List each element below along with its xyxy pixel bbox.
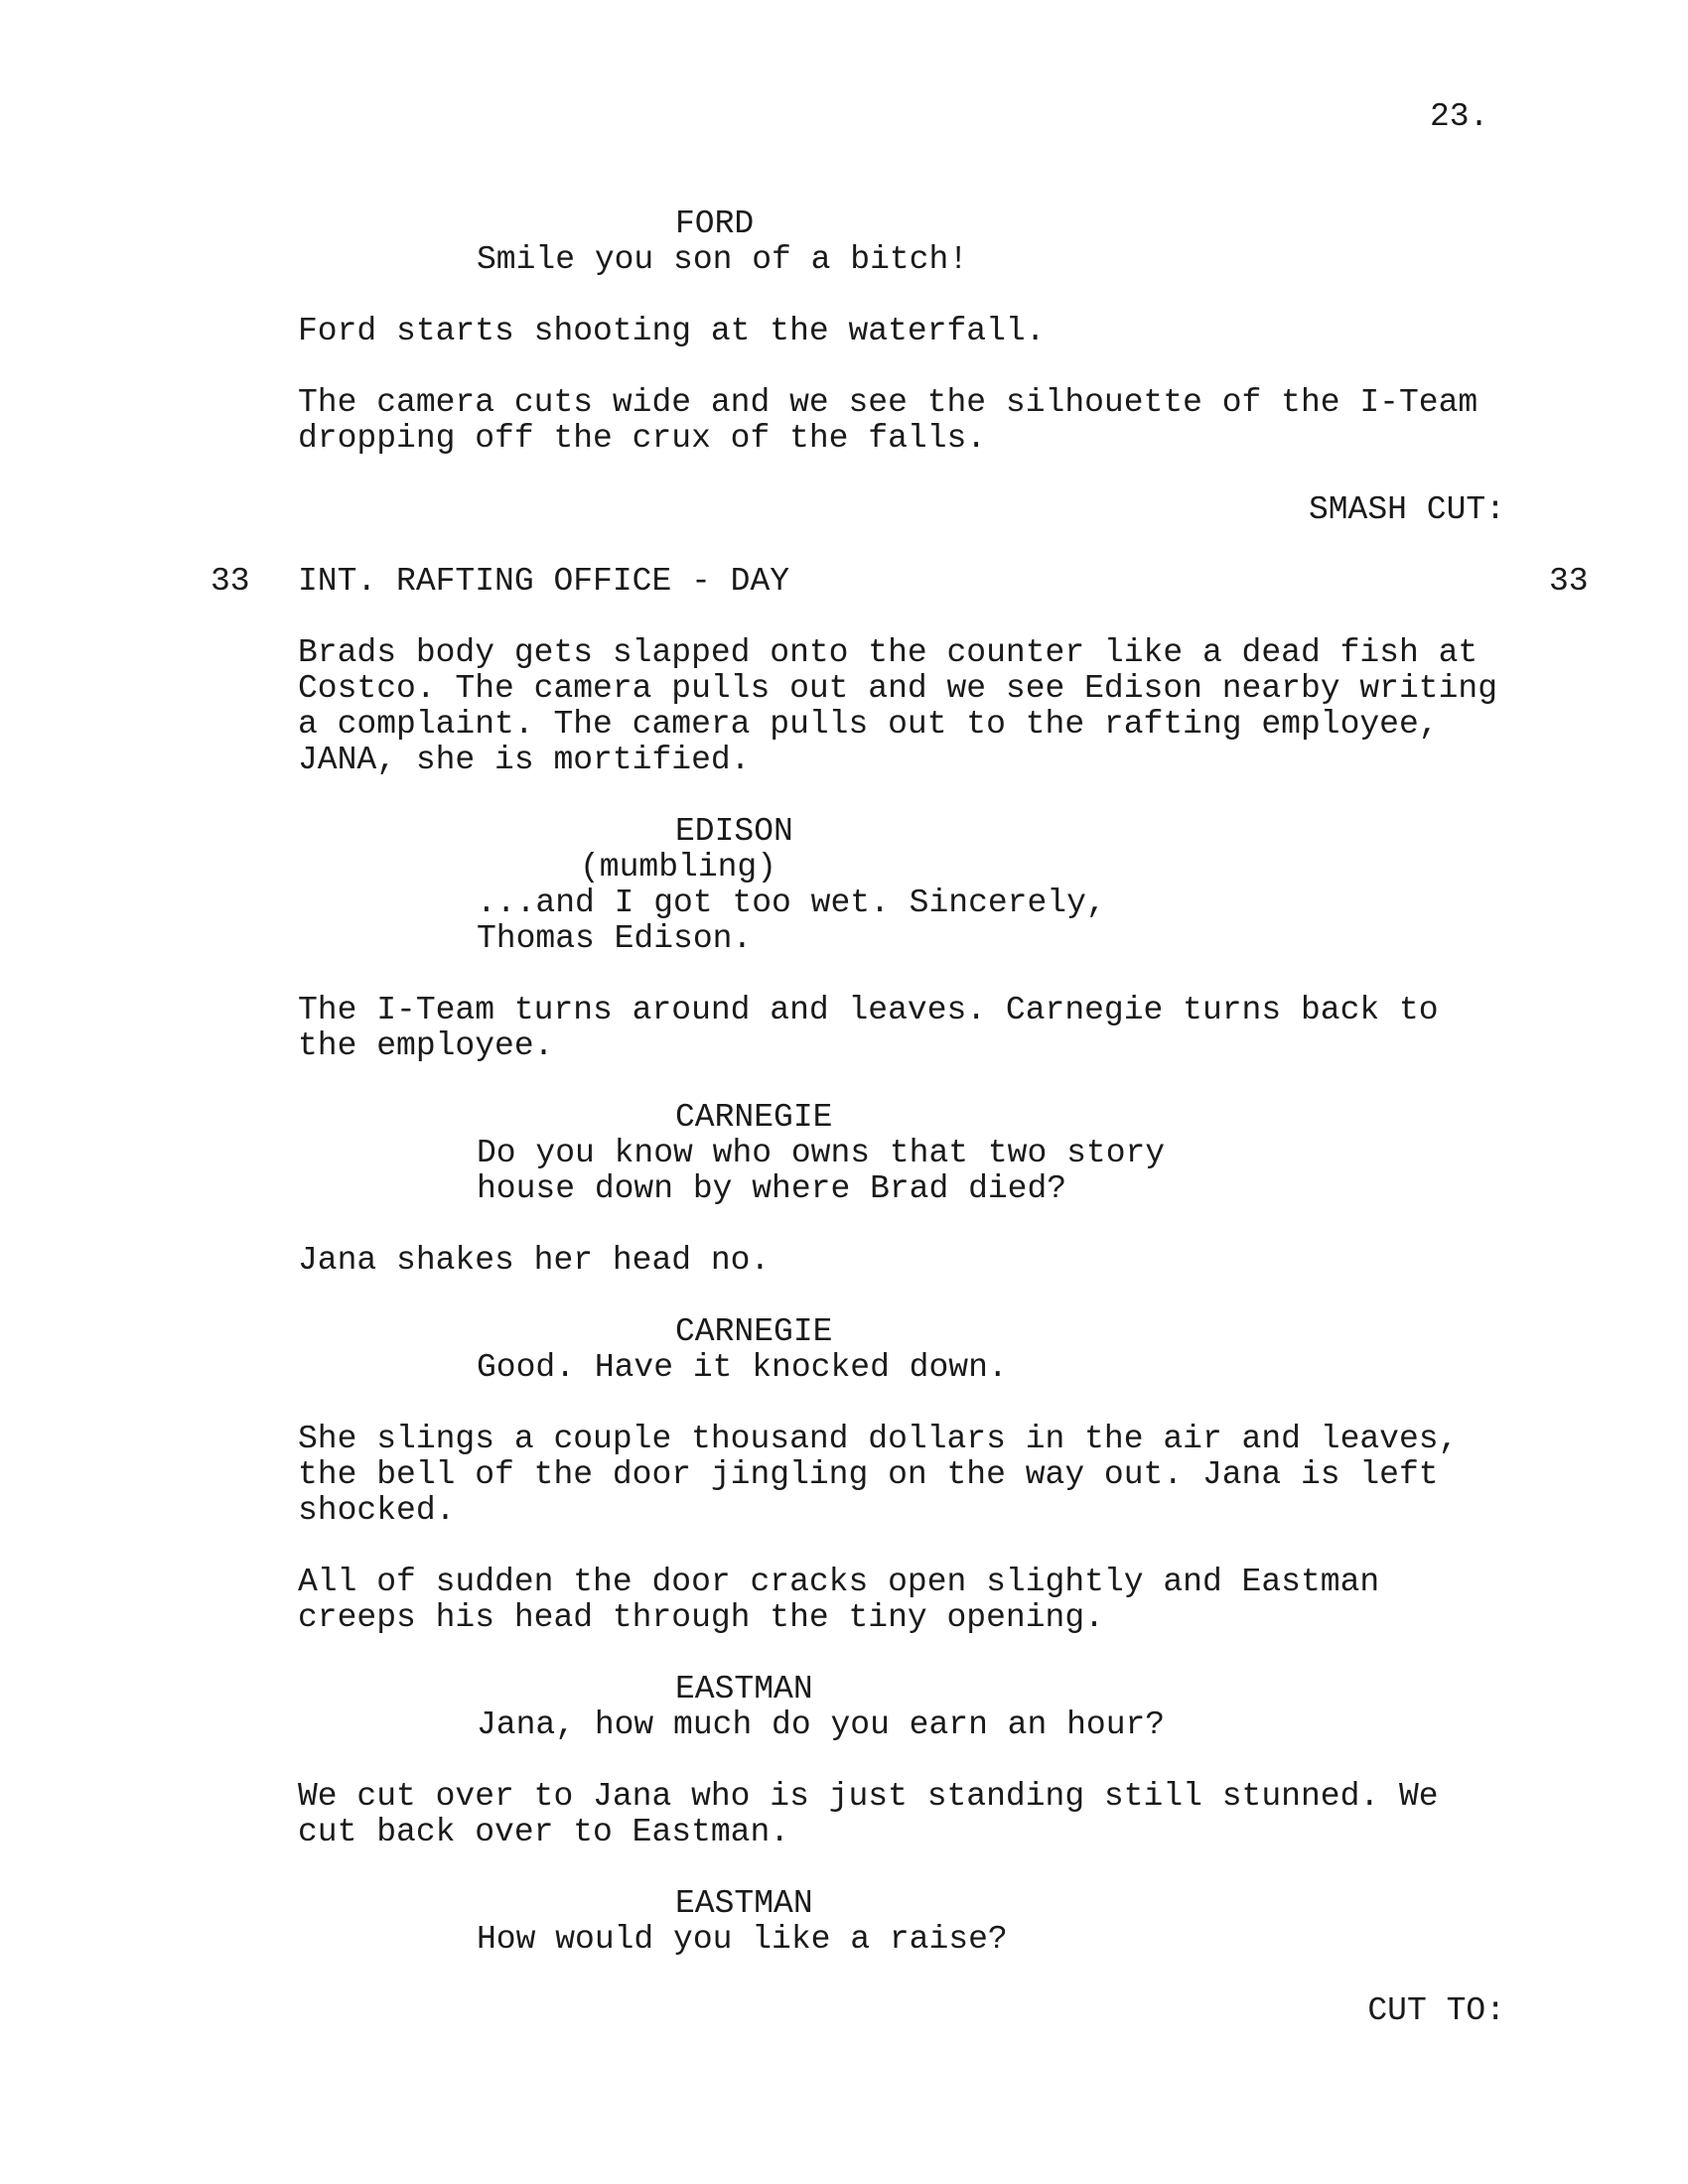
dialogue-line: Do you know who owns that two story (477, 1135, 1166, 1171)
action-line: Costco. The camera pulls out and we see Edison nearby writing (298, 670, 1497, 707)
action-line: We cut over to Jana who is just standing still stunned. We (298, 1778, 1439, 1815)
action-line: Ford starts shooting at the waterfall. (298, 313, 1046, 349)
character-name: FORD (675, 205, 755, 242)
dialogue-line: Thomas Edison. (477, 920, 753, 957)
action-line: dropping off the crux of the falls. (298, 420, 987, 457)
transition: CUT TO: (1367, 1992, 1505, 2029)
scene-number-left: 33 (211, 563, 250, 600)
transition: SMASH CUT: (1308, 491, 1505, 528)
dialogue-line: Good. Have it knocked down. (477, 1349, 1008, 1386)
page-number: 23. (1430, 98, 1489, 135)
dialogue-line: Smile you son of a bitch! (477, 241, 969, 278)
action-line: Jana shakes her head no. (298, 1242, 771, 1279)
action-line: a complaint. The camera pulls out to the rafting employee, (298, 706, 1439, 743)
parenthetical: (mumbling) (580, 849, 777, 886)
action-line: the bell of the door jingling on the way out. Jana is left (298, 1456, 1439, 1493)
scene-heading: INT. RAFTING OFFICE - DAY (298, 563, 790, 600)
action-line: All of sudden the door cracks open slightly and Eastman (298, 1564, 1380, 1600)
character-name: EASTMAN (675, 1671, 813, 1707)
action-line: She slings a couple thousand dollars in the air and leaves, (298, 1421, 1459, 1457)
action-line: shocked. (298, 1492, 456, 1529)
dialogue-line: ...and I got too wet. Sincerely, (477, 885, 1106, 921)
dialogue-line: How would you like a raise? (477, 1921, 1008, 1958)
dialogue-line: Jana, how much do you earn an hour? (477, 1706, 1166, 1743)
character-name: CARNEGIE (675, 1099, 833, 1136)
action-line: cut back over to Eastman. (298, 1814, 790, 1850)
action-line: The I-Team turns around and leaves. Carnegie turns back to (298, 992, 1439, 1028)
action-line: JANA, she is mortified. (298, 742, 751, 778)
action-line: The camera cuts wide and we see the silhouette of the I-Team (298, 384, 1478, 421)
character-name: EASTMAN (675, 1885, 813, 1922)
action-line: creeps his head through the tiny opening. (298, 1599, 1104, 1636)
character-name: EDISON (675, 813, 793, 850)
scene-number-right: 33 (1549, 563, 1589, 600)
character-name: CARNEGIE (675, 1313, 833, 1350)
action-line: Brads body gets slapped onto the counter like a dead fish at (298, 634, 1478, 671)
action-line: the employee. (298, 1027, 554, 1064)
dialogue-line: house down by where Brad died? (477, 1170, 1067, 1207)
